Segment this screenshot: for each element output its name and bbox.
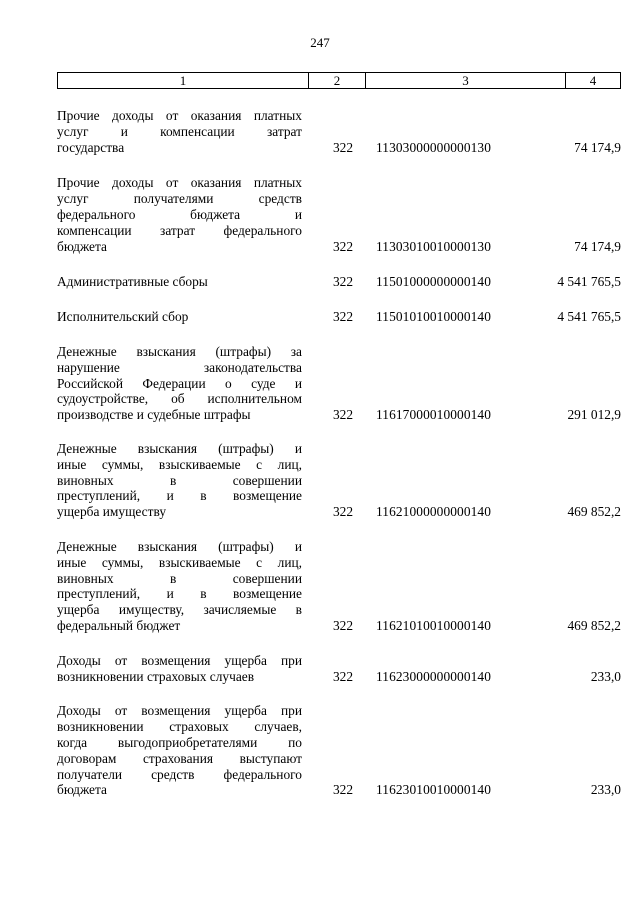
row-kbk: 11617000010000140: [376, 407, 492, 423]
table-row: [57, 344, 621, 423]
row-name: [57, 653, 302, 685]
row-amount: 4 541 765,5: [557, 274, 621, 290]
table-row: [57, 703, 621, 798]
row-name-line: виновных в совершении: [57, 472, 302, 488]
table-row: [57, 653, 621, 685]
row-code: 322: [332, 668, 354, 684]
row-name-line: Прочие доходы от оказания платных: [57, 175, 302, 191]
row-name-line: Денежные взыскания (штрафы) и: [57, 440, 302, 456]
table-row: [57, 274, 621, 290]
row-name-line: когда выгодоприобретателями по: [57, 734, 302, 750]
row-kbk: 11623000000000140: [376, 668, 492, 684]
row-code: 322: [332, 407, 354, 423]
row-code: 322: [332, 238, 354, 254]
row-name-line: производстве и судебные штрафы: [57, 407, 251, 423]
row-name-line: Прочие доходы от оказания платных: [57, 108, 302, 123]
row-name-line: Денежные взыскания (штрафы) и: [57, 538, 302, 554]
row-name-line: получатели средств федерального: [57, 766, 302, 782]
row-name: [57, 539, 302, 634]
row-code: 322: [332, 139, 354, 155]
header-col-4: 4: [589, 73, 597, 88]
page-number: 247: [310, 35, 330, 50]
row-kbk: 11501010010000140: [376, 309, 492, 325]
row-amount: 4 541 765,5: [557, 309, 621, 325]
table-row: [57, 441, 621, 520]
row-code: 322: [332, 274, 354, 290]
row-name-line: преступлений, и в возмещение: [57, 586, 302, 602]
row-name-line: бюджета: [57, 238, 107, 254]
row-name-line: иные суммы, взыскиваемые с лиц,: [57, 456, 302, 472]
row-name-line: возникновении страховых случаев,: [57, 719, 302, 735]
header-col-1: 1: [58, 73, 309, 88]
row-name-line: договорам страхования выступают: [57, 750, 302, 766]
row-amount: 74 174,9: [574, 238, 621, 254]
row-name-line: судоустройстве, об исполнительном: [57, 391, 302, 407]
header-col-2: 2: [309, 73, 366, 88]
row-code: 322: [332, 617, 354, 633]
row-name-line: Денежные взыскания (штрафы) за: [57, 343, 302, 359]
row-amount: 233,0: [590, 668, 621, 684]
row-kbk: 11621000000000140: [376, 504, 492, 520]
row-name: [57, 344, 302, 423]
row-amount: 469 852,2: [567, 504, 621, 520]
row-code: 322: [332, 782, 354, 798]
row-name: [57, 309, 302, 325]
table-header: [57, 72, 621, 89]
row-name-line: государства: [57, 139, 125, 155]
row-name: [57, 274, 302, 290]
row-name-line: компенсации затрат федерального: [57, 222, 302, 238]
row-name: [57, 175, 302, 254]
row-name-line: преступлений, и в возмещение: [57, 488, 302, 504]
row-name-line: Административные сборы: [57, 274, 208, 290]
row-name-line: федеральный бюджет: [57, 617, 181, 633]
table-row: [57, 539, 621, 634]
row-name-line: Исполнительский сбор: [57, 309, 189, 325]
row-name-line: иные суммы, взыскиваемые с лиц,: [57, 554, 302, 570]
row-name-line: Доходы от возмещения ущерба при: [57, 652, 302, 668]
row-name: [57, 108, 302, 155]
table-row: [57, 108, 621, 155]
row-name-line: возникновении страховых случаев: [57, 668, 255, 684]
row-name-line: Доходы от возмещения ущерба при: [57, 703, 302, 719]
row-kbk: 11303000000000130: [376, 139, 492, 155]
row-kbk: 11621010010000140: [376, 617, 492, 633]
row-name: [57, 441, 302, 520]
row-kbk: 11303010010000130: [376, 238, 492, 254]
row-name-line: нарушение законодательства: [57, 359, 302, 375]
row-name-line: виновных в совершении: [57, 570, 302, 586]
row-kbk: 11501000000000140: [376, 274, 492, 290]
table-row: [57, 309, 621, 325]
header-col-3: 3: [366, 73, 566, 88]
row-name-line: федерального бюджета и: [57, 206, 302, 222]
row-name-line: Российской Федерации о суде и: [57, 375, 302, 391]
row-code: 322: [332, 504, 354, 520]
row-name-line: бюджета: [57, 782, 107, 798]
row-name-line: ущерба имуществу, зачисляемые в: [57, 602, 302, 618]
row-amount: 74 174,9: [574, 139, 621, 155]
row-code: 322: [332, 309, 354, 325]
table-row: [57, 175, 621, 254]
row-amount: 233,0: [590, 782, 621, 798]
row-name-line: ущерба имуществу: [57, 504, 167, 520]
row-amount: 291 012,9: [567, 407, 621, 423]
row-name: [57, 703, 302, 798]
row-name-line: услуг и компенсации затрат: [57, 123, 302, 139]
row-kbk: 11623010010000140: [376, 782, 492, 798]
table-body: [57, 108, 621, 798]
row-amount: 469 852,2: [567, 617, 621, 633]
row-name-line: услуг получателями средств: [57, 191, 302, 207]
